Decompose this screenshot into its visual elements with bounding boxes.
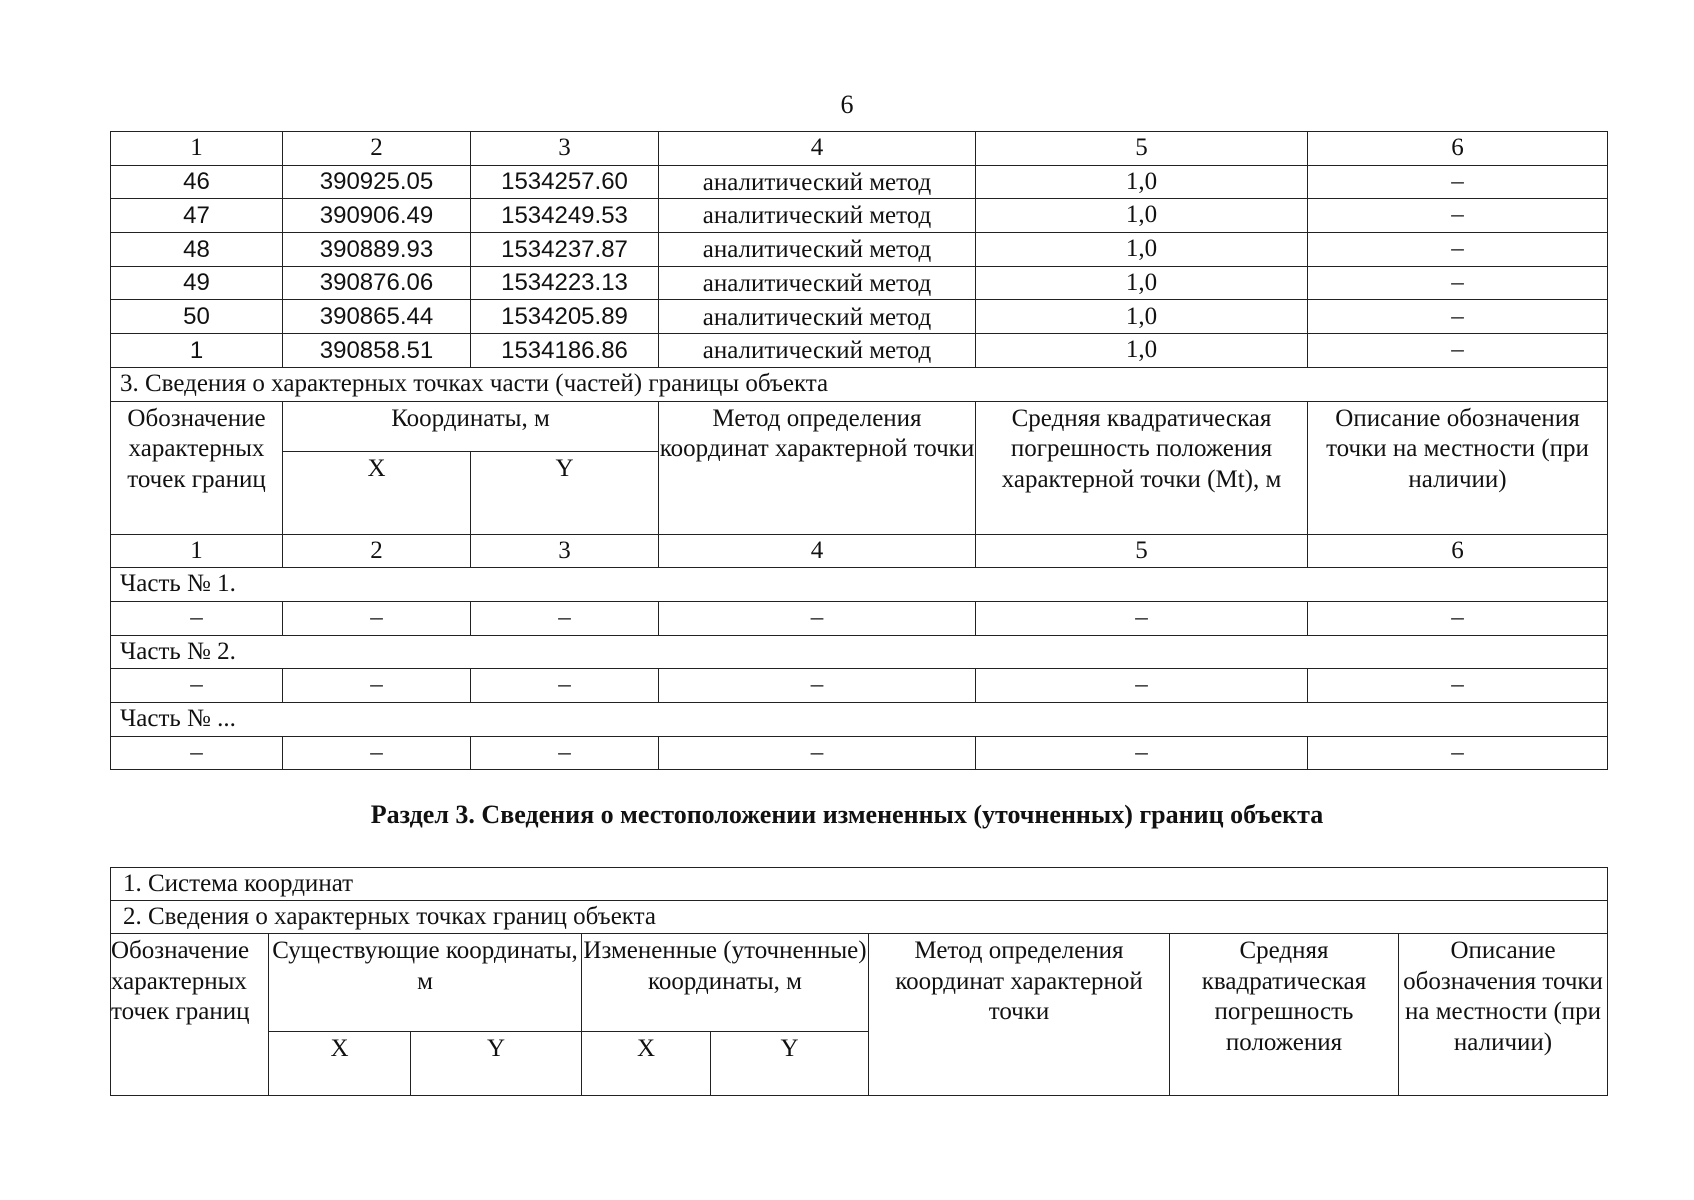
- mt-cell: 1,0: [976, 233, 1308, 267]
- point-number: 50: [111, 300, 283, 334]
- part-data-row: [111, 669, 1608, 703]
- existing-coords-header: Существующие координаты, м: [269, 934, 582, 1032]
- coord-y: 1534223.13: [471, 266, 659, 300]
- boundary-points-table: [110, 131, 1608, 770]
- col-number: 4: [659, 534, 976, 568]
- col-number: 2: [283, 132, 471, 166]
- empty-cell: –: [111, 736, 283, 770]
- col-number: 6: [1308, 132, 1608, 166]
- empty-cell: –: [283, 736, 471, 770]
- col-number: 4: [659, 132, 976, 166]
- col-number: 3: [471, 132, 659, 166]
- column-number-row: [111, 132, 1608, 166]
- col-number: 2: [283, 534, 471, 568]
- method-cell: аналитический метод: [659, 233, 976, 267]
- desc-cell: –: [1308, 233, 1608, 267]
- empty-cell: –: [976, 736, 1308, 770]
- table-row: [111, 300, 1608, 334]
- table-row: [111, 165, 1608, 199]
- method-cell: аналитический метод: [659, 165, 976, 199]
- empty-cell: –: [111, 601, 283, 635]
- point-number: 48: [111, 233, 283, 267]
- col-number: 5: [976, 534, 1308, 568]
- method-cell: аналитический метод: [659, 300, 976, 334]
- col-number: 1: [111, 534, 283, 568]
- part-label: Часть № ...: [111, 702, 1608, 736]
- coord-y: 1534186.86: [471, 334, 659, 368]
- mt-cell: 1,0: [976, 266, 1308, 300]
- table-row: [111, 199, 1608, 233]
- method-cell: аналитический метод: [659, 334, 976, 368]
- mt-cell: 1,0: [976, 334, 1308, 368]
- empty-cell: –: [976, 601, 1308, 635]
- changed-coords-header: Измененные (уточненные) координаты, м: [582, 934, 869, 1032]
- header-row: [111, 934, 1608, 1032]
- coord-y: 1534249.53: [471, 199, 659, 233]
- col-number: 6: [1308, 534, 1608, 568]
- coordinate-system-row: [111, 868, 1608, 901]
- x-header: X: [582, 1032, 711, 1096]
- empty-cell: –: [283, 669, 471, 703]
- coord-x: 390906.49: [283, 199, 471, 233]
- point-number: 49: [111, 266, 283, 300]
- x-header: X: [269, 1032, 411, 1096]
- table-row: [111, 266, 1608, 300]
- boundary-points-heading: 2. Сведения о характерных точках границ объекта: [111, 901, 1608, 934]
- coord-x: 390889.93: [283, 233, 471, 267]
- error-header: Средняя квадратическая погрешность положения: [1170, 934, 1399, 1096]
- desc-cell: –: [1308, 199, 1608, 233]
- part-data-row: [111, 601, 1608, 635]
- coord-y: 1534257.60: [471, 165, 659, 199]
- coord-x: 390876.06: [283, 266, 471, 300]
- mt-cell: 1,0: [976, 300, 1308, 334]
- desc-header: Описание обозначения точки на местности (при наличии): [1399, 934, 1608, 1096]
- col-number: 5: [976, 132, 1308, 166]
- desc-cell: –: [1308, 300, 1608, 334]
- coord-y: 1534237.87: [471, 233, 659, 267]
- coord-x: 390865.44: [283, 300, 471, 334]
- coord-y: 1534205.89: [471, 300, 659, 334]
- y-header: Y: [471, 451, 659, 534]
- empty-cell: –: [471, 601, 659, 635]
- method-header: Метод определения координат характерной точки: [869, 934, 1170, 1096]
- x-header: X: [283, 451, 471, 534]
- coords-header: Координаты, м: [283, 401, 659, 451]
- empty-cell: –: [471, 736, 659, 770]
- empty-cell: –: [659, 736, 976, 770]
- method-cell: аналитический метод: [659, 199, 976, 233]
- part-label-row: [111, 635, 1608, 669]
- desc-cell: –: [1308, 266, 1608, 300]
- changed-boundaries-table: [110, 867, 1608, 1096]
- table-row: [111, 334, 1608, 368]
- coord-x: 390925.05: [283, 165, 471, 199]
- mt-cell: 1,0: [976, 165, 1308, 199]
- table-row: [111, 233, 1608, 267]
- mt-header: Средняя квадратическая погрешность положения характерной точки (Mt), м: [976, 401, 1308, 534]
- part-label: Часть № 2.: [111, 635, 1608, 669]
- boundary-points-heading-row: [111, 901, 1608, 934]
- section-title: Раздел 3. Сведения о местоположении измененных (уточненных) границ объекта: [370, 800, 1324, 829]
- part-label: Часть № 1.: [111, 568, 1608, 602]
- empty-cell: –: [283, 601, 471, 635]
- desc-header: Описание обозначения точки на местности (при наличии): [1308, 401, 1608, 534]
- method-cell: аналитический метод: [659, 266, 976, 300]
- mt-cell: 1,0: [976, 199, 1308, 233]
- page-number: 6: [840, 90, 854, 119]
- empty-cell: –: [659, 601, 976, 635]
- col-number: 1: [111, 132, 283, 166]
- section-heading-row: [111, 367, 1608, 401]
- empty-cell: –: [111, 669, 283, 703]
- empty-cell: –: [976, 669, 1308, 703]
- method-header: Метод определения координат характерной точки: [659, 401, 976, 534]
- part-data-row: [111, 736, 1608, 770]
- part-label-row: [111, 568, 1608, 602]
- point-number: 46: [111, 165, 283, 199]
- y-header: Y: [711, 1032, 869, 1096]
- designation-header: Обозначение характерных точек границ: [111, 934, 269, 1096]
- column-number-row: [111, 534, 1608, 568]
- empty-cell: –: [1308, 669, 1608, 703]
- part-label-row: [111, 702, 1608, 736]
- designation-header: Обозначение характерных точек границ: [111, 401, 283, 534]
- empty-cell: –: [1308, 601, 1608, 635]
- header-row: [111, 401, 1608, 451]
- desc-cell: –: [1308, 334, 1608, 368]
- desc-cell: –: [1308, 165, 1608, 199]
- coordinate-system-label: 1. Система координат: [111, 868, 1608, 901]
- section-3-heading: 3. Сведения о характерных точках части (частей) границы объекта: [111, 367, 1608, 401]
- y-header: Y: [411, 1032, 582, 1096]
- point-number: 47: [111, 199, 283, 233]
- point-number: 1: [111, 334, 283, 368]
- empty-cell: –: [471, 669, 659, 703]
- empty-cell: –: [1308, 736, 1608, 770]
- col-number: 3: [471, 534, 659, 568]
- coord-x: 390858.51: [283, 334, 471, 368]
- empty-cell: –: [659, 669, 976, 703]
